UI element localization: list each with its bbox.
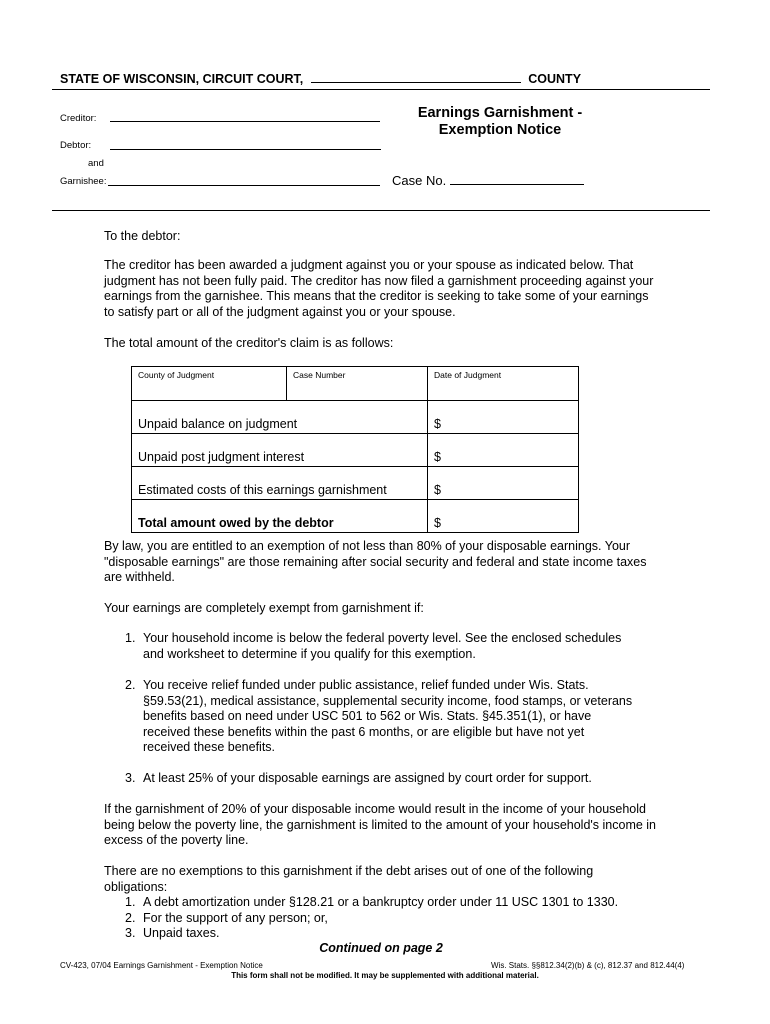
- title-line-2: Exemption Notice: [438, 122, 562, 138]
- exempt-item-text: At least 25% of your disposable earnings are assigned by court order for support.: [143, 771, 592, 785]
- exempt-item-number: 2.: [125, 678, 136, 692]
- amount-cell[interactable]: $: [428, 467, 579, 500]
- creditor-field[interactable]: [110, 121, 380, 122]
- exempt-item-number: 3.: [125, 771, 136, 785]
- amount-cell[interactable]: $: [428, 401, 579, 434]
- case-no-label: Case No.: [392, 173, 447, 188]
- paragraph-claim-intro: The total amount of the creditor's claim is as follows:: [104, 336, 394, 350]
- salutation: To the debtor:: [104, 229, 181, 243]
- case-number-cell[interactable]: Case Number: [287, 367, 428, 401]
- debtor-field[interactable]: [110, 149, 381, 150]
- obligation-number: 2.: [125, 911, 136, 925]
- garnishee-label: Garnishee:: [60, 176, 107, 187]
- form-id: CV-423, 07/04 Earnings Garnishment - Exemption Notice: [60, 961, 263, 970]
- case-no-field[interactable]: [450, 184, 584, 185]
- creditor-label: Creditor:: [60, 113, 97, 124]
- row-label: Unpaid balance on judgment: [132, 401, 428, 434]
- obligation-number: 1.: [125, 895, 136, 909]
- exempt-item-number: 1.: [125, 631, 136, 645]
- amount-cell-total[interactable]: $: [428, 500, 579, 533]
- obligation-number: 3.: [125, 926, 136, 940]
- amount-cell[interactable]: $: [428, 434, 579, 467]
- garnishee-field[interactable]: [108, 185, 380, 186]
- court-label: STATE OF WISCONSIN, CIRCUIT COURT,: [60, 72, 304, 86]
- table-row: [132, 500, 579, 533]
- paragraph-poverty-line: If the garnishment of 20% of your disposable income would result in the income of your household being below the poverty line, the garnishment is limited to the amount of your household's income in excess of the poverty line.: [104, 802, 657, 847]
- table-row: [132, 401, 579, 434]
- continued-note: Continued on page 2: [319, 941, 443, 955]
- claim-table-header-row: [132, 367, 579, 401]
- exempt-item-text: Your household income is below the federal poverty level. See the enclosed schedules and worksheet to determine if you qualify for this exemption.: [143, 631, 622, 661]
- form-title: [380, 105, 620, 139]
- paragraph-exemption-law: By law, you are entitled to an exemption of not less than 80% of your disposable earnings. Your "disposable earnings" are those remaining after social security and federal and state income taxes are withheld.: [104, 539, 647, 584]
- claim-table: [131, 366, 579, 533]
- and-label: and: [88, 158, 104, 169]
- obligation-text: For the support of any person; or,: [143, 911, 328, 925]
- title-line-1: Earnings Garnishment -: [417, 105, 583, 121]
- obligation-text: Unpaid taxes.: [143, 926, 220, 940]
- row-label: Estimated costs of this earnings garnishment: [132, 467, 428, 500]
- paragraph-no-exemptions: There are no exemptions to this garnishment if the debt arises out of one of the following obligations:: [104, 864, 594, 894]
- row-label: Unpaid post judgment interest: [132, 434, 428, 467]
- county-label: COUNTY: [528, 72, 582, 86]
- date-of-judgment-cell[interactable]: Date of Judgment: [428, 367, 579, 401]
- statute-reference: Wis. Stats. §§812.34(2)(b) & (c), 812.37 and 812.44(4): [491, 961, 685, 970]
- header-divider: [52, 89, 710, 90]
- table-row: [132, 434, 579, 467]
- modification-notice: This form shall not be modified. It may be supplemented with additional material.: [231, 971, 539, 980]
- debtor-label: Debtor:: [60, 140, 92, 151]
- row-label-total: Total amount owed by the debtor: [132, 500, 428, 533]
- section-divider: [52, 210, 710, 211]
- court-header: [60, 72, 581, 86]
- table-row: [132, 467, 579, 500]
- paragraph-exempt-if: Your earnings are completely exempt from garnishment if:: [104, 601, 424, 615]
- paragraph-judgment: The creditor has been awarded a judgment against you or your spouse as indicated below. That judgment has not been fully paid. The creditor has now filed a garnishment proceeding against your earnings from the garnishee. This means that the creditor is seeking to take some of your earnings to satisfy part or all of the judgment against you or your spouse.: [104, 258, 654, 319]
- exempt-item-text: You receive relief funded under public assistance, relief funded under Wis. Stats. §59.53(21), medical assistance, supplemental security income, food stamps, or veterans benefits based on need under USC 501 to 562 or Wis. Stats. §45.351(1), or have received these benefits within the past 6 months, or are eligible but have not yet received these benefits.: [143, 678, 633, 754]
- obligation-text: A debt amortization under §128.21 or a bankruptcy order under 11 USC 1301 to 1330.: [143, 895, 619, 909]
- case-number: [392, 173, 584, 188]
- county-field[interactable]: [311, 82, 521, 83]
- county-of-judgment-cell[interactable]: County of Judgment: [132, 367, 287, 401]
